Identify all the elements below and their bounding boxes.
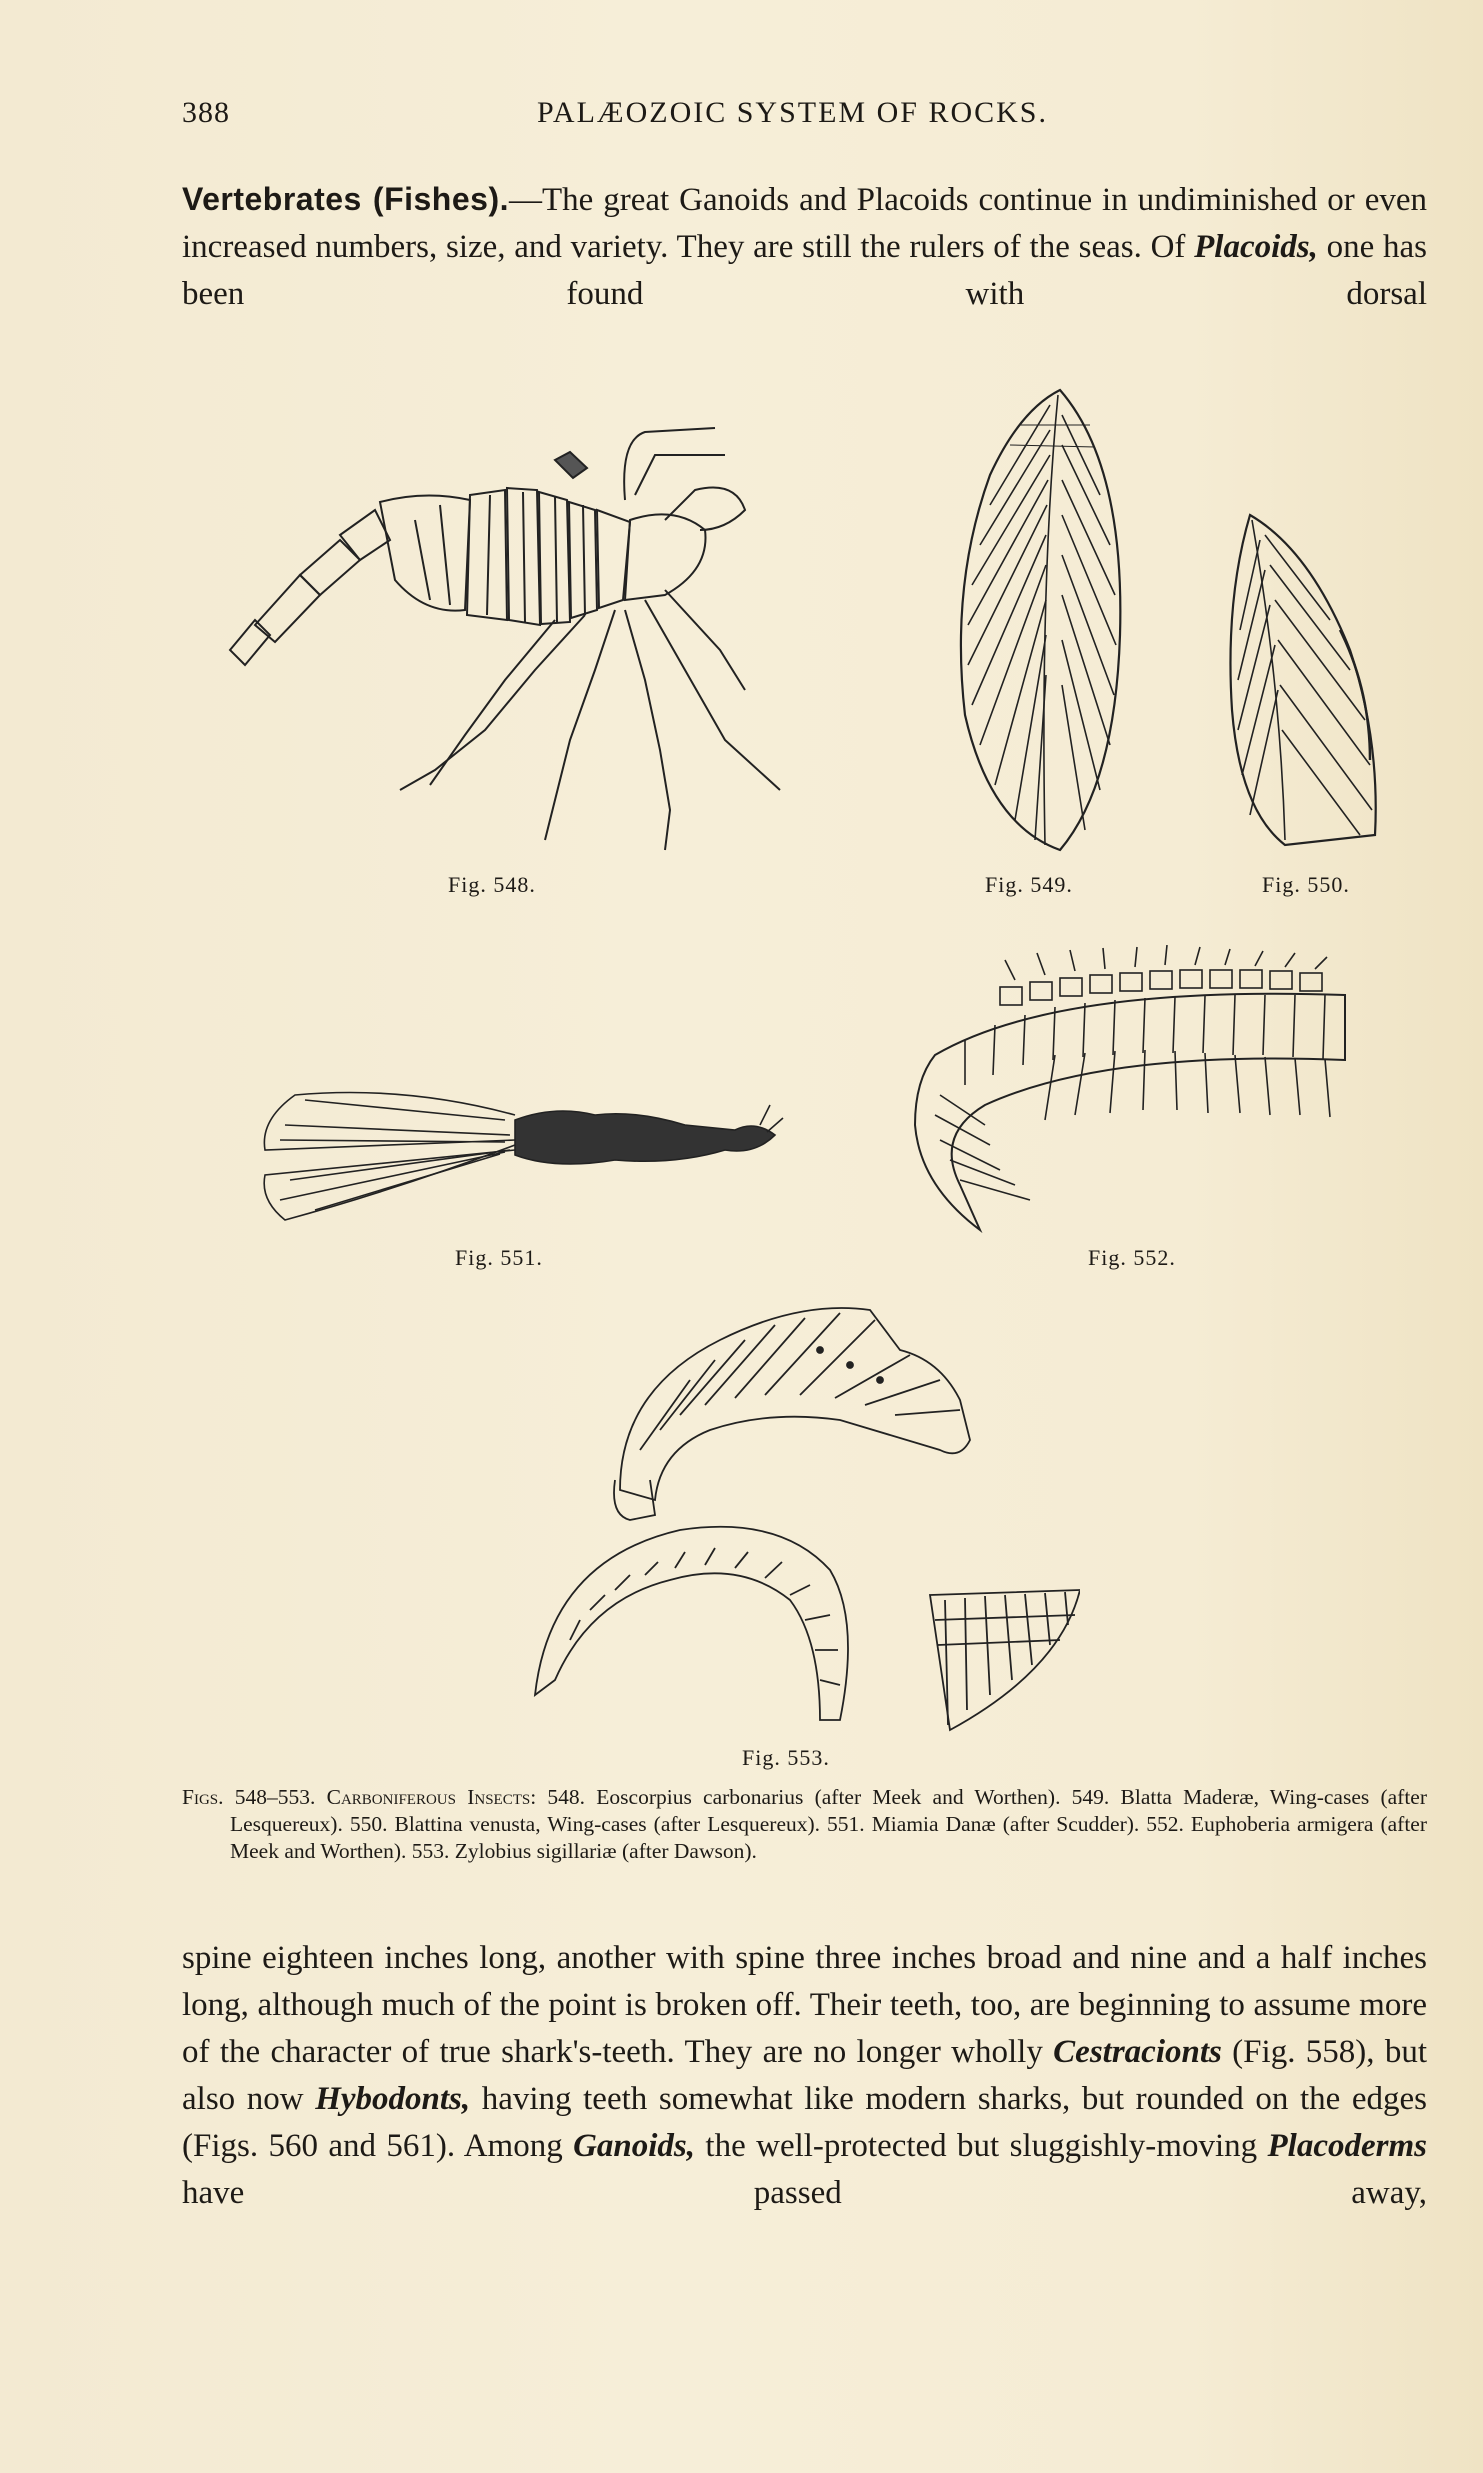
figure-551-label: Fig. 551. [455,1245,543,1270]
figure-550-illustration [1220,510,1390,850]
figure-548-illustration [225,410,805,870]
figure-caption [182,1784,1427,1865]
figure-552-label: Fig. 552. [1088,1245,1176,1270]
intro-paragraph: Vertebrates (Fishes).—The great Ganoids and Placoids continue in undiminished or even increased numbers, size, and variety. They are still the rulers of the seas. Of Placoids, one has been found with dorsal [182,181,1428,312]
running-head: PALÆOZOIC SYSTEM OF ROCKS. [537,96,1048,129]
section-lead: Vertebrates (Fishes). [182,181,509,217]
figure-553-label: Fig. 553. [742,1745,830,1770]
caption-title: Carboniferous Insects: [326,1785,537,1809]
page-header [182,96,1427,136]
figure-548-label: Fig. 548. [448,872,536,897]
figure-553-illustration [520,1280,1080,1740]
figure-552-illustration [905,945,1355,1245]
figure-549-label: Fig. 549. [985,872,1073,897]
caption-lead: Figs. 548–553. [182,1785,316,1809]
figure-550-label: Fig. 550. [1262,872,1350,897]
page-number: 388 [182,96,230,129]
caption-body: 548. Eoscorpius carbonarius (after Meek and Worthen). 549. Blatta Maderæ, Wing-cases (after Lesquereux). 550. Blattina venusta, Wing-cases (after Lesquereux). 551. Miamia Danæ (after Scudder). 552. Euphoberia armigera (after Meek and Worthen). 553. Zylobius sigillariæ (after Dawson). [230,1785,1427,1863]
figure-549-illustration [950,385,1130,855]
figure-551-illustration [255,1080,785,1230]
body-paragraph: spine eighteen inches long, another with spine three inches broad and nine and a half inches long, although much of the point is broken off. Their teeth, too, are beginning to assume more of the character of true shark's-teeth. They are no longer wholly Cestracionts (Fig. 558), but also now Hybodonts, having teeth somewhat like modern sharks, but rounded on the edges (Figs. 560 and 561). Among Ganoids, the well-protected but sluggishly-moving Placoderms have passed away, [182,1940,1427,2211]
